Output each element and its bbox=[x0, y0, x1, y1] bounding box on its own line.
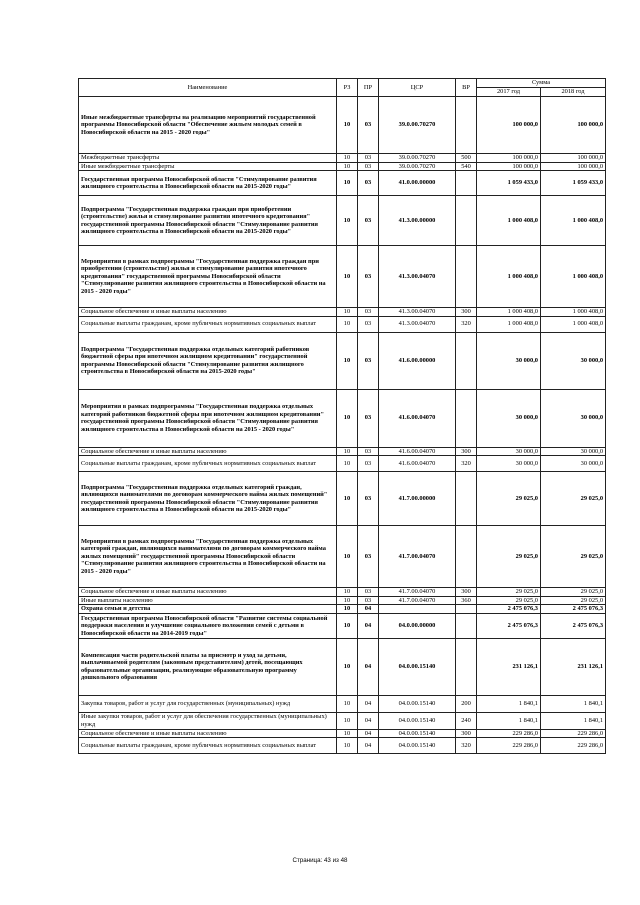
cell-pr: 03 bbox=[358, 246, 379, 308]
cell-v2018: 1 000 408,0 bbox=[541, 316, 606, 332]
cell-v2018: 29 025,0 bbox=[541, 526, 606, 588]
cell-v2017: 100 000,0 bbox=[477, 97, 541, 154]
cell-v2018: 1 840,1 bbox=[541, 695, 606, 712]
cell-rz: 10 bbox=[337, 246, 358, 308]
cell-v2018: 100 000,0 bbox=[541, 97, 606, 154]
cell-csr: 41.3.00.04070 bbox=[379, 308, 456, 317]
table-row bbox=[79, 526, 606, 588]
cell-rz: 10 bbox=[337, 389, 358, 447]
cell-name: Социальное обеспечение и иные выплаты населению bbox=[79, 308, 337, 317]
cell-csr: 41.7.00.04070 bbox=[379, 588, 456, 597]
cell-v2017: 29 025,0 bbox=[477, 472, 541, 526]
cell-vr: 300 bbox=[456, 588, 477, 597]
cell-v2018: 1 840,1 bbox=[541, 712, 606, 729]
header-2018: 2018 год bbox=[541, 88, 606, 97]
cell-pr: 03 bbox=[358, 196, 379, 246]
header-rz: РЗ bbox=[337, 79, 358, 97]
cell-vr: 240 bbox=[456, 712, 477, 729]
cell-rz: 10 bbox=[337, 712, 358, 729]
cell-vr bbox=[456, 389, 477, 447]
cell-v2017: 229 286,0 bbox=[477, 738, 541, 754]
cell-vr: 200 bbox=[456, 695, 477, 712]
cell-v2017: 229 286,0 bbox=[477, 729, 541, 738]
table-body bbox=[79, 97, 606, 754]
cell-pr: 03 bbox=[358, 97, 379, 154]
cell-v2017: 29 025,0 bbox=[477, 526, 541, 588]
cell-v2018: 100 000,0 bbox=[541, 154, 606, 163]
table-row bbox=[79, 162, 606, 171]
cell-name: Социальные выплаты гражданам, кроме публичных нормативных социальных выплат bbox=[79, 456, 337, 472]
cell-rz: 10 bbox=[337, 695, 358, 712]
budget-table bbox=[78, 78, 606, 754]
cell-vr: 360 bbox=[456, 596, 477, 605]
table-row bbox=[79, 246, 606, 308]
table-row bbox=[79, 613, 606, 638]
cell-name: Социальное обеспечение и иные выплаты населению bbox=[79, 588, 337, 597]
cell-v2018: 231 126,1 bbox=[541, 638, 606, 695]
cell-v2017: 30 000,0 bbox=[477, 456, 541, 472]
cell-csr: 41.3.00.04070 bbox=[379, 316, 456, 332]
cell-vr bbox=[456, 526, 477, 588]
cell-csr: 41.7.00.04070 bbox=[379, 526, 456, 588]
cell-rz: 10 bbox=[337, 605, 358, 614]
table-row bbox=[79, 316, 606, 332]
cell-v2017: 231 126,1 bbox=[477, 638, 541, 695]
header-sum: Сумма bbox=[477, 79, 606, 88]
cell-name: Социальное обеспечение и иные выплаты населению bbox=[79, 447, 337, 456]
cell-v2018: 229 286,0 bbox=[541, 729, 606, 738]
cell-v2018: 1 000 408,0 bbox=[541, 196, 606, 246]
cell-vr: 300 bbox=[456, 729, 477, 738]
cell-pr: 03 bbox=[358, 588, 379, 597]
cell-csr: 04.0.00.15140 bbox=[379, 638, 456, 695]
cell-v2017: 1 000 408,0 bbox=[477, 196, 541, 246]
cell-v2018: 30 000,0 bbox=[541, 447, 606, 456]
cell-csr: 41.6.00.04070 bbox=[379, 389, 456, 447]
cell-pr: 03 bbox=[358, 526, 379, 588]
cell-v2017: 100 000,0 bbox=[477, 162, 541, 171]
cell-pr: 03 bbox=[358, 456, 379, 472]
cell-v2017: 1 059 433,0 bbox=[477, 171, 541, 196]
cell-rz: 10 bbox=[337, 316, 358, 332]
cell-csr bbox=[379, 605, 456, 614]
table-row bbox=[79, 456, 606, 472]
cell-v2017: 1 840,1 bbox=[477, 695, 541, 712]
cell-v2018: 1 000 408,0 bbox=[541, 308, 606, 317]
table-row bbox=[79, 605, 606, 614]
cell-v2018: 100 000,0 bbox=[541, 162, 606, 171]
table-row bbox=[79, 738, 606, 754]
cell-v2018: 1 059 433,0 bbox=[541, 171, 606, 196]
table-row bbox=[79, 695, 606, 712]
cell-v2018: 30 000,0 bbox=[541, 332, 606, 389]
cell-rz: 10 bbox=[337, 154, 358, 163]
cell-v2018: 30 000,0 bbox=[541, 389, 606, 447]
cell-csr: 04.0.00.15140 bbox=[379, 712, 456, 729]
cell-name: Иные закупки товаров, работ и услуг для обеспечения государственных (муниципальных) нужд bbox=[79, 712, 337, 729]
cell-rz: 10 bbox=[337, 729, 358, 738]
cell-v2018: 30 000,0 bbox=[541, 456, 606, 472]
table-row bbox=[79, 196, 606, 246]
cell-name: Подпрограмма "Государственная поддержка отдельных категорий граждан, являющихся нанимателями по договорам коммерческого найма жилых помещений" государственной программы Новосибирской области "Стимулирование развития жилищного строительства в Новосибирской области на 2015-2020 годы" bbox=[79, 472, 337, 526]
table-row bbox=[79, 308, 606, 317]
cell-name: Мероприятия в рамках подпрограммы "Государственная поддержка отдельных категорий работников бюджетной сферы при ипотечном жилищном кредитовании" государственной программы Новосибирской области "Стимулирование развития жилищного строительства в Новосибирской области на 2015 - 2020 годы" bbox=[79, 389, 337, 447]
cell-pr: 03 bbox=[358, 596, 379, 605]
cell-name: Социальные выплаты гражданам, кроме публичных нормативных социальных выплат bbox=[79, 738, 337, 754]
header-pr: ПР bbox=[358, 79, 379, 97]
cell-v2017: 30 000,0 bbox=[477, 447, 541, 456]
cell-vr bbox=[456, 332, 477, 389]
cell-v2017: 30 000,0 bbox=[477, 332, 541, 389]
cell-csr: 41.7.00.00000 bbox=[379, 472, 456, 526]
cell-v2018: 29 025,0 bbox=[541, 472, 606, 526]
cell-csr: 04.0.00.15140 bbox=[379, 729, 456, 738]
cell-pr: 04 bbox=[358, 613, 379, 638]
table-row bbox=[79, 447, 606, 456]
cell-rz: 10 bbox=[337, 596, 358, 605]
cell-vr: 300 bbox=[456, 308, 477, 317]
cell-vr bbox=[456, 605, 477, 614]
cell-v2017: 1 840,1 bbox=[477, 712, 541, 729]
table-row bbox=[79, 596, 606, 605]
header-2017: 2017 год bbox=[477, 88, 541, 97]
cell-pr: 03 bbox=[358, 389, 379, 447]
cell-vr: 320 bbox=[456, 456, 477, 472]
cell-name: Государственная программа Новосибирской области "Развитие системы социальной поддержки населения и улучшение социального положения семей с детьми в Новосибирской области на 2014-2019 годы" bbox=[79, 613, 337, 638]
cell-vr bbox=[456, 246, 477, 308]
cell-csr: 41.3.00.00000 bbox=[379, 196, 456, 246]
cell-v2017: 1 000 408,0 bbox=[477, 308, 541, 317]
cell-v2017: 29 025,0 bbox=[477, 588, 541, 597]
cell-pr: 03 bbox=[358, 308, 379, 317]
cell-name: Подпрограмма "Государственная поддержка отдельных категорий работников бюджетной сферы при ипотечном жилищном кредитовании" государственной программы Новосибирской области "Стимулирование развития жилищного строительства в Новосибирской области на 2015-2020 годы" bbox=[79, 332, 337, 389]
cell-csr: 41.3.00.04070 bbox=[379, 246, 456, 308]
cell-name: Подпрограмма "Государственная поддержка граждан при приобретении (строительстве) жилья и стимулирование развития ипотечного кредитования" государственной программы Новосибирской области "Стимулирование развития жилищного строительства в Новосибирской области на 2015-2020 годы" bbox=[79, 196, 337, 246]
cell-rz: 10 bbox=[337, 526, 358, 588]
cell-rz: 10 bbox=[337, 196, 358, 246]
cell-vr: 500 bbox=[456, 154, 477, 163]
cell-csr: 41.0.00.00000 bbox=[379, 171, 456, 196]
cell-rz: 10 bbox=[337, 738, 358, 754]
cell-name: Закупка товаров, работ и услуг для государственных (муниципальных) нужд bbox=[79, 695, 337, 712]
table-row bbox=[79, 712, 606, 729]
cell-rz: 10 bbox=[337, 588, 358, 597]
cell-pr: 04 bbox=[358, 729, 379, 738]
cell-csr: 39.0.00.70270 bbox=[379, 162, 456, 171]
cell-name: Мероприятия в рамках подпрограммы "Государственная поддержка отдельных категорий граждан, являющихся нанимателями по договорам коммерческого найма жилых помещений" государственной программы Новосибирской области "Стимулирование развития жилищного строительства в Новосибирской области на 2015 - 2020 годы" bbox=[79, 526, 337, 588]
cell-name: Мероприятия в рамках подпрограммы "Государственная поддержка граждан при приобретении (строительстве) жилья и стимулирование развития ипотечного кредитования" государственной программы Новосибирской области "Стимулирование развития жилищного строительства в Новосибирской области на 2015 - 2020 годы" bbox=[79, 246, 337, 308]
cell-v2018: 2 475 076,3 bbox=[541, 613, 606, 638]
cell-name: Компенсация части родительской платы за присмотр и уход за детьми, выплачиваемой родителям (законным представителям) детей, посещающих образовательные организации, реализующие образовательную программу дошкольного образования bbox=[79, 638, 337, 695]
cell-pr: 03 bbox=[358, 171, 379, 196]
cell-vr: 320 bbox=[456, 738, 477, 754]
header-vr: ВР bbox=[456, 79, 477, 97]
table-row bbox=[79, 171, 606, 196]
cell-name: Иные межбюджетные трансферты bbox=[79, 162, 337, 171]
cell-csr: 41.6.00.04070 bbox=[379, 447, 456, 456]
cell-name: Государственная программа Новосибирской области "Стимулирование развития жилищного строительства в Новосибирской области на 2015-2020 годы" bbox=[79, 171, 337, 196]
cell-v2017: 29 025,0 bbox=[477, 596, 541, 605]
cell-csr: 41.6.00.04070 bbox=[379, 456, 456, 472]
cell-v2018: 229 286,0 bbox=[541, 738, 606, 754]
cell-pr: 04 bbox=[358, 738, 379, 754]
header-csr: ЦСР bbox=[379, 79, 456, 97]
table-row bbox=[79, 638, 606, 695]
cell-v2017: 1 000 408,0 bbox=[477, 316, 541, 332]
cell-rz: 10 bbox=[337, 447, 358, 456]
cell-csr: 41.7.00.04070 bbox=[379, 596, 456, 605]
cell-vr bbox=[456, 472, 477, 526]
table-row bbox=[79, 588, 606, 597]
cell-rz: 10 bbox=[337, 472, 358, 526]
cell-v2018: 2 475 076,3 bbox=[541, 605, 606, 614]
cell-name: Социальное обеспечение и иные выплаты населению bbox=[79, 729, 337, 738]
table-row bbox=[79, 389, 606, 447]
cell-pr: 03 bbox=[358, 447, 379, 456]
cell-vr: 300 bbox=[456, 447, 477, 456]
cell-name: Социальные выплаты гражданам, кроме публичных нормативных социальных выплат bbox=[79, 316, 337, 332]
cell-name: Межбюджетные трансферты bbox=[79, 154, 337, 163]
table-row bbox=[79, 472, 606, 526]
table-row bbox=[79, 332, 606, 389]
cell-vr bbox=[456, 196, 477, 246]
cell-v2017: 30 000,0 bbox=[477, 389, 541, 447]
cell-v2018: 29 025,0 bbox=[541, 588, 606, 597]
cell-rz: 10 bbox=[337, 162, 358, 171]
cell-pr: 04 bbox=[358, 638, 379, 695]
cell-rz: 10 bbox=[337, 97, 358, 154]
cell-csr: 04.0.00.15140 bbox=[379, 738, 456, 754]
cell-name: Охрана семьи и детства bbox=[79, 605, 337, 614]
cell-rz: 10 bbox=[337, 638, 358, 695]
header-name: Наименование bbox=[79, 79, 337, 97]
cell-csr: 04.0.00.15140 bbox=[379, 695, 456, 712]
cell-pr: 04 bbox=[358, 605, 379, 614]
cell-vr bbox=[456, 97, 477, 154]
cell-pr: 03 bbox=[358, 154, 379, 163]
cell-pr: 03 bbox=[358, 316, 379, 332]
page-footer: Страница: 43 из 48 bbox=[292, 857, 348, 864]
table-row bbox=[79, 729, 606, 738]
cell-vr bbox=[456, 638, 477, 695]
cell-rz: 10 bbox=[337, 308, 358, 317]
cell-v2017: 100 000,0 bbox=[477, 154, 541, 163]
cell-v2018: 1 000 408,0 bbox=[541, 246, 606, 308]
cell-pr: 03 bbox=[358, 332, 379, 389]
cell-v2017: 2 475 076,3 bbox=[477, 613, 541, 638]
cell-csr: 39.0.00.70270 bbox=[379, 97, 456, 154]
cell-name: Иные межбюджетные трансферты на реализацию мероприятий государственной программы Новосибирской области "Обеспечение жильем молодых семей в Новосибирской области на 2015 - 2020 годы" bbox=[79, 97, 337, 154]
cell-vr bbox=[456, 613, 477, 638]
cell-rz: 10 bbox=[337, 171, 358, 196]
cell-vr: 320 bbox=[456, 316, 477, 332]
cell-v2018: 29 025,0 bbox=[541, 596, 606, 605]
cell-pr: 04 bbox=[358, 695, 379, 712]
cell-pr: 04 bbox=[358, 712, 379, 729]
cell-vr bbox=[456, 171, 477, 196]
cell-name: Иные выплаты населению bbox=[79, 596, 337, 605]
cell-csr: 41.6.00.00000 bbox=[379, 332, 456, 389]
cell-pr: 03 bbox=[358, 162, 379, 171]
cell-rz: 10 bbox=[337, 613, 358, 638]
cell-vr: 540 bbox=[456, 162, 477, 171]
table-row bbox=[79, 154, 606, 163]
cell-rz: 10 bbox=[337, 456, 358, 472]
cell-v2017: 1 000 408,0 bbox=[477, 246, 541, 308]
cell-csr: 04.0.00.00000 bbox=[379, 613, 456, 638]
cell-rz: 10 bbox=[337, 332, 358, 389]
table-row bbox=[79, 97, 606, 154]
cell-csr: 39.0.00.70270 bbox=[379, 154, 456, 163]
cell-pr: 03 bbox=[358, 472, 379, 526]
cell-v2017: 2 475 076,3 bbox=[477, 605, 541, 614]
